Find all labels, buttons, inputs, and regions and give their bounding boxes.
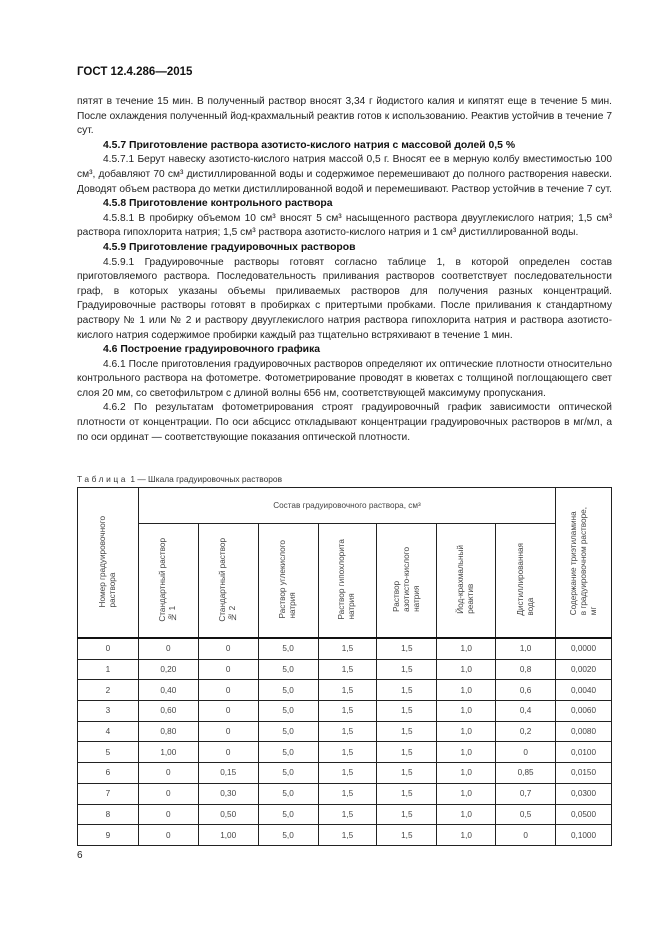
- paragraph: 4.5.9.1 Градуировочные растворы готовят согласно таблице 1, в которой определен состав приготовляемого раствора. Последовательность приливания растворов соответствует последовательности граф, в которых указаны объемы приливаемых растворов для получения разных концентраций. Градуировочные растворы готовят в пробирках с притертыми пробками. После приливания к стандартному раствору № 1 или № 2 и раствору двууглекислого натрия раствора гипохлорита натрия и раствора азотисто-кислого натрия содержимое пробирки каждый раз тщательно встряхивают в течение 1 мин.: [77, 256, 612, 341]
- column-header: Дистиллированная вода: [496, 524, 556, 639]
- table-cell: 0,0080: [556, 721, 612, 742]
- table-cell: 0,40: [138, 680, 198, 701]
- table-cell: 0,50: [198, 804, 258, 825]
- table-cell: 1,5: [318, 742, 377, 763]
- section-heading: 4.6 Построение градуировочного графика: [103, 344, 321, 356]
- paragraph: 4.5.7.1 Берут навеску азотисто-кислого натрия массой 0,5 г. Вносят ее в мерную колбу вместимостью 100 см³, добавляют 70 см³ дистиллированной воды и содержимое перемешивают до полного растворения навески. Доводят объем раствора до метки дистиллированной водой и перемешивают. Раствор устойчив в течение 7 сут.: [77, 154, 612, 195]
- paragraph: пятят в течение 15 мин. В полученный раствор вносят 3,34 г йодистого калия и кипятят еще в течение 5 мин. После охлаждения полученный йод-крахмальный реактив готов к использованию. Реактив устойчив в течение 7 сут.: [77, 96, 612, 137]
- table-cell: 0,0040: [556, 680, 612, 701]
- table-cell: 0,15: [198, 763, 258, 784]
- document-body: [77, 95, 612, 445]
- table-cell: 1,5: [377, 701, 437, 722]
- column-header: Раствор углекислого натрия: [258, 524, 318, 639]
- table-cell: 5,0: [258, 721, 318, 742]
- table-cell: 8: [78, 804, 139, 825]
- table-cell: 5,0: [258, 804, 318, 825]
- table-cell: 1: [78, 659, 139, 680]
- table-cell: 1,0: [437, 659, 496, 680]
- table-row: [78, 763, 612, 784]
- section-heading: 4.5.9 Приготовление градуировочных растворов: [103, 241, 356, 253]
- table-cell: 0,20: [138, 659, 198, 680]
- table-cell: 0: [198, 680, 258, 701]
- table-cell: 0,2: [496, 721, 556, 742]
- column-header: Раствор азотисто-кислого натрия: [377, 524, 437, 639]
- table-cell: 0: [198, 742, 258, 763]
- table-cell: 0: [138, 804, 198, 825]
- column-group-header: Состав градуировочного раствора, см³: [138, 488, 555, 524]
- table-cell: 0: [138, 763, 198, 784]
- column-header-number: Номер градуировочного раствора: [78, 488, 139, 639]
- table-cell: 5,0: [258, 825, 318, 846]
- table-cell: 0,1000: [556, 825, 612, 846]
- table-cell: 0: [198, 721, 258, 742]
- table-cell: 1,5: [377, 804, 437, 825]
- table-cell: 1,0: [437, 825, 496, 846]
- table-row: [78, 680, 612, 701]
- table-cell: 0: [198, 638, 258, 659]
- table-cell: 0,0500: [556, 804, 612, 825]
- table-cell: 1,5: [318, 701, 377, 722]
- table-cell: 5,0: [258, 783, 318, 804]
- table-cell: 7: [78, 783, 139, 804]
- table-row: [78, 659, 612, 680]
- table-cell: 0,4: [496, 701, 556, 722]
- table-cell: 9: [78, 825, 139, 846]
- table-cell: 0,60: [138, 701, 198, 722]
- table-cell: 0,0300: [556, 783, 612, 804]
- table-cell: 1,5: [377, 680, 437, 701]
- document-header: ГОСТ 12.4.286—2015: [77, 66, 193, 78]
- table-cell: 1,5: [377, 763, 437, 784]
- table-cell: 0,0060: [556, 701, 612, 722]
- table-caption: [77, 474, 282, 484]
- section-heading: 4.5.7 Приготовление раствора азотисто-кислого натрия с массовой долей 0,5 %: [103, 139, 516, 151]
- table-cell: 1,0: [496, 638, 556, 659]
- column-header: Стандартный раствор № 2: [198, 524, 258, 639]
- table-cell: 5,0: [258, 763, 318, 784]
- table-cell: 0,85: [496, 763, 556, 784]
- table-cell: 0,0000: [556, 638, 612, 659]
- table-row: [78, 783, 612, 804]
- table-cell: 1,5: [318, 659, 377, 680]
- table-cell: 5,0: [258, 701, 318, 722]
- table-row: [78, 721, 612, 742]
- table-cell: 0,5: [496, 804, 556, 825]
- paragraph: 4.5.8.1 В пробирку объемом 10 см³ вносят 5 см³ насыщенного раствора двууглекислого натрия; 1,5 см³ раствора гипохлорита натрия; 1,5 см³ раствора азотисто-кислого натрия и 1 см³ дистиллированной воды.: [77, 212, 612, 239]
- table-cell: 1,5: [377, 659, 437, 680]
- table-cell: 3: [78, 701, 139, 722]
- table-cell: 0: [138, 825, 198, 846]
- table-cell: 1,5: [318, 804, 377, 825]
- table-cell: 6: [78, 763, 139, 784]
- table-row: [78, 804, 612, 825]
- table-cell: 1,0: [437, 680, 496, 701]
- table-cell: 1,00: [138, 742, 198, 763]
- calibration-table: [77, 487, 612, 846]
- table-cell: 1,0: [437, 721, 496, 742]
- table-cell: 0: [496, 742, 556, 763]
- table-cell: 0,8: [496, 659, 556, 680]
- table-cell: 1,5: [318, 825, 377, 846]
- paragraph: 4.6.1 После приготовления градуировочных растворов определяют их оптические плотности относительно контрольного раствора на фотометре. Фотометрирование проводят в кюветах с толщиной поглощающего свет слоя 20 мм, со светофильтром с длиной волны 656 нм, соответствующей максимуму пропускания.: [77, 358, 612, 399]
- table-cell: 4: [78, 721, 139, 742]
- table-cell: 1,0: [437, 701, 496, 722]
- column-header-content: Содержание триэтиламина в градуировочном растворе, мг: [556, 488, 612, 639]
- table-row: [78, 638, 612, 659]
- table-cell: 1,5: [377, 742, 437, 763]
- table-cell: 1,5: [318, 763, 377, 784]
- table-cell: 0: [78, 638, 139, 659]
- section-heading: 4.5.8 Приготовление контрольного раствора: [103, 198, 333, 210]
- table-cell: 5: [78, 742, 139, 763]
- table-caption-title: 1 — Шкала градуировочных растворов: [128, 474, 283, 484]
- table-cell: 1,0: [437, 638, 496, 659]
- table-cell: 1,0: [437, 763, 496, 784]
- table-cell: 0: [198, 659, 258, 680]
- table-cell: 1,0: [437, 742, 496, 763]
- table-cell: 5,0: [258, 638, 318, 659]
- column-header: Стандартный раствор № 1: [138, 524, 198, 639]
- table-cell: 0,80: [138, 721, 198, 742]
- table-cell: 5,0: [258, 659, 318, 680]
- table-cell: 0: [138, 638, 198, 659]
- table-cell: 2: [78, 680, 139, 701]
- table-cell: 1,5: [318, 721, 377, 742]
- column-header: Йод-крахмальный реактив: [437, 524, 496, 639]
- column-header: Раствор гипохлорита натрия: [318, 524, 377, 639]
- table-row: [78, 742, 612, 763]
- table-cell: 0,0020: [556, 659, 612, 680]
- table-cell: 1,5: [318, 680, 377, 701]
- table-cell: 1,5: [377, 721, 437, 742]
- table-row: [78, 825, 612, 846]
- table-cell: 0: [496, 825, 556, 846]
- table-cell: 0,7: [496, 783, 556, 804]
- table-cell: 1,5: [377, 783, 437, 804]
- table-cell: 1,5: [318, 783, 377, 804]
- table-cell: 1,5: [377, 638, 437, 659]
- table-cell: 5,0: [258, 742, 318, 763]
- table-cell: 0,6: [496, 680, 556, 701]
- paragraph: 4.6.2 По результатам фотометрирования строят градуировочный график зависимости оптической плотности от концентрации. По оси абсцисс откладывают концентрации градуировочных растворов в мг/мл, а по оси ординат — соответствующие показания оптической плотности.: [77, 402, 612, 443]
- table-cell: 1,5: [377, 825, 437, 846]
- table-cell: 0: [138, 783, 198, 804]
- table-cell: 1,0: [437, 804, 496, 825]
- table-row: [78, 701, 612, 722]
- table-cell: 1,0: [437, 783, 496, 804]
- table-cell: 0,0150: [556, 763, 612, 784]
- page-number: 6: [77, 850, 83, 861]
- table-cell: 5,0: [258, 680, 318, 701]
- table-cell: 1,5: [318, 638, 377, 659]
- table-cell: 0: [198, 701, 258, 722]
- table-cell: 0,0100: [556, 742, 612, 763]
- table-cell: 0,30: [198, 783, 258, 804]
- table-caption-label: Таблица: [77, 474, 129, 484]
- table-cell: 1,00: [198, 825, 258, 846]
